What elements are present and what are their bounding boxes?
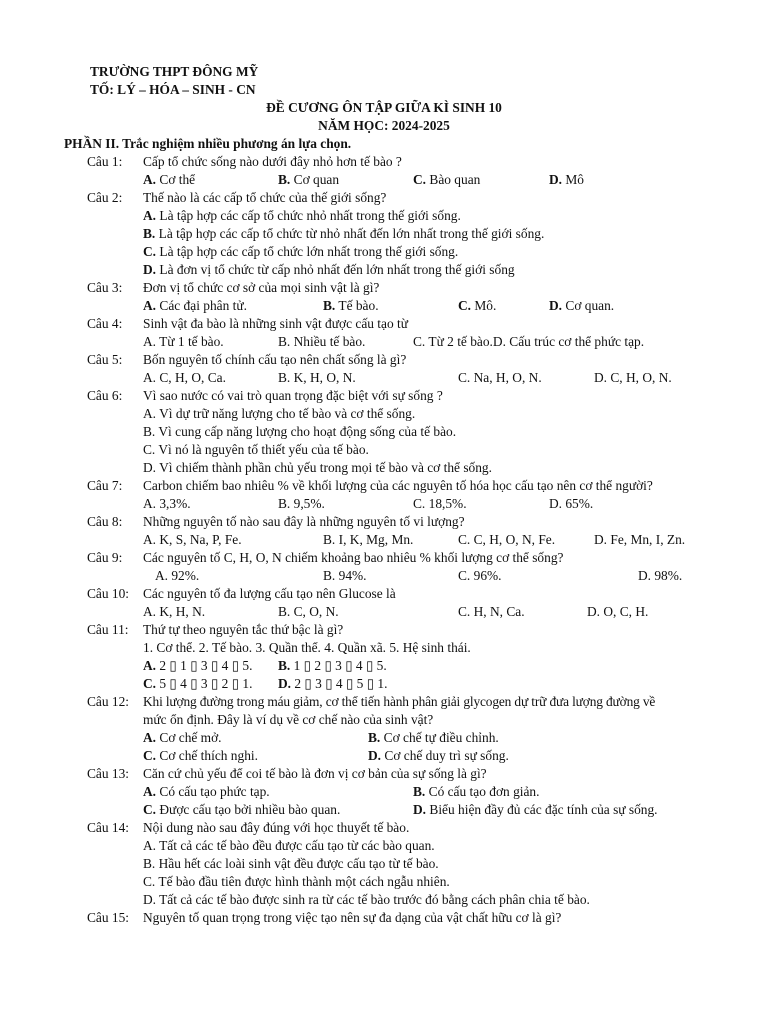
question-13-option-b: B. Có cấu tạo đơn giản. (413, 784, 540, 799)
question-3-option-b: B. Tế bào. (323, 298, 379, 313)
question-10-option-d: D. O, C, H. (587, 604, 649, 619)
document-title: ĐỀ CƯƠNG ÔN TẬP GIỮA KÌ SINH 10 (266, 100, 502, 115)
question-15-text: Nguyên tố quan trọng trong việc tạo nên sự đa dạng của vật chất hữu cơ là gì? (143, 910, 562, 925)
question-5-number: Câu 5: (87, 352, 123, 367)
question-3-text: Đơn vị tổ chức cơ sở của mọi sinh vật là gì? (143, 280, 380, 295)
question-14-option-c: C. Tế bào đầu tiên được hình thành một cách ngẫu nhiên. (143, 874, 450, 889)
question-14-text: Nội dung nào sau đây đúng với học thuyết tế bào. (143, 820, 410, 835)
question-2-option-a: A. Là tập hợp các cấp tổ chức nhỏ nhất trong thế giới sống. (143, 208, 461, 223)
question-14-option-a: A. Tất cả các tế bào đều được cấu tạo từ các bào quan. (143, 838, 435, 853)
question-2-option-c: C. Là tập hợp các cấp tổ chức lớn nhất trong thế giới sống. (143, 244, 459, 259)
question-13-option-d: D. Biểu hiện đầy đủ các đặc tính của sự sống. (413, 802, 658, 817)
question-12-option-d: D. Cơ chế duy trì sự sống. (368, 748, 509, 763)
question-11-text: Thứ tự theo nguyên tắc thứ bậc là gì? (143, 622, 344, 637)
question-8-number: Câu 8: (87, 514, 123, 529)
question-13-option-c: C. Được cấu tạo bởi nhiều bào quan. (143, 802, 341, 817)
question-4-text: Sinh vật đa bào là những sinh vật được cấu tạo từ (143, 316, 408, 331)
question-9-option-d: D. 98%. (638, 568, 683, 583)
question-1-option-d: D. Mô (549, 172, 584, 187)
question-7-option-c: C. 18,5%. (413, 496, 467, 511)
question-8-option-d: D. Fe, Mn, I, Zn. (594, 532, 686, 547)
question-5-option-b: B. K, H, O, N. (278, 370, 356, 385)
question-10-number: Câu 10: (87, 586, 130, 601)
question-6-option-b: B. Vì cung cấp năng lượng cho hoạt động sống của tế bào. (143, 424, 457, 439)
question-2-option-b: B. Là tập hợp các cấp tổ chức từ nhỏ nhất đến lớn nhất trong thế giới sống. (143, 226, 545, 241)
question-6-option-c: C. Vì nó là nguyên tố thiết yếu của tế bào. (143, 442, 369, 457)
question-6-text: Vì sao nước có vai trò quan trọng đặc biệt với sự sống ? (143, 388, 443, 403)
question-10-option-c: C. H, N, Ca. (458, 604, 525, 619)
question-7-option-d: D. 65%. (549, 496, 594, 511)
question-11-option-a: A. 2 ▯ 1 ▯ 3 ▯ 4 ▯ 5. (143, 658, 253, 673)
question-6-option-a: A. Vì dự trữ năng lượng cho tế bào và cơ thể sống. (143, 406, 416, 421)
school-name: TRƯỜNG THPT ĐÔNG MỸ (90, 64, 259, 79)
question-1-text: Cấp tổ chức sống nào dưới đây nhỏ hơn tế bào ? (143, 154, 402, 169)
question-8-option-a: A. K, S, Na, P, Fe. (143, 532, 242, 547)
question-10-text: Các nguyên tố đa lượng cấu tạo nên Glucose là (143, 586, 396, 601)
question-11-option-d: D. 2 ▯ 3 ▯ 4 ▯ 5 ▯ 1. (278, 676, 388, 691)
question-3-number: Câu 3: (87, 280, 123, 295)
question-7-option-a: A. 3,3%. (143, 496, 191, 511)
question-12-option-b: B. Cơ chế tự điều chỉnh. (368, 730, 499, 745)
question-7-number: Câu 7: (87, 478, 123, 493)
question-2-option-d: D. Là đơn vị tổ chức từ cấp nhỏ nhất đến lớn nhất trong thế giới sống (143, 262, 515, 277)
question-1-option-a: A. Cơ thể (143, 172, 196, 187)
question-12-text: Khi lượng đường trong máu giảm, cơ thể tiến hành phân giải glycogen dự trữ đưa lượng đường về (143, 694, 656, 709)
question-8-text: Những nguyên tố nào sau đây là những nguyên tố vi lượng? (143, 514, 465, 529)
question-6-option-d: D. Vì chiếm thành phần chủ yếu trong mọi tế bào và cơ thể sống. (143, 460, 492, 475)
question-9-text: Các nguyên tố C, H, O, N chiếm khoảng bao nhiêu % khối lượng cơ thể sống? (143, 550, 564, 565)
question-5-text: Bốn nguyên tố chính cấu tạo nên chất sống là gì? (143, 352, 407, 367)
question-7-text: Carbon chiếm bao nhiêu % về khối lượng của các nguyên tố hóa học cấu tạo nên cơ thể người? (143, 478, 653, 493)
question-13-option-a: A. Có cấu tạo phức tạp. (143, 784, 270, 799)
question-12-option-c: C. Cơ chế thích nghi. (143, 748, 258, 763)
question-10-option-b: B. C, O, N. (278, 604, 339, 619)
question-4-option-cd: C. Từ 2 tế bào.D. Cấu trúc cơ thể phức tạp. (413, 334, 645, 349)
question-2-number: Câu 2: (87, 190, 123, 205)
question-11-sub: 1. Cơ thể. 2. Tế bào. 3. Quần thể. 4. Quần xã. 5. Hệ sinh thái. (143, 640, 471, 655)
school-year: NĂM HỌC: 2024-2025 (318, 118, 450, 133)
question-15-number: Câu 15: (87, 910, 130, 925)
question-12-text-cont: mức ổn định. Đây là ví dụ về cơ chế nào của sinh vật? (143, 712, 434, 727)
question-1-number: Câu 1: (87, 154, 123, 169)
question-9-option-b: B. 94%. (323, 568, 367, 583)
department-name: TỐ: LÝ – HÓA – SINH - CN (90, 82, 256, 97)
question-3-option-c: C. Mô. (458, 298, 497, 313)
question-14-option-b: B. Hầu hết các loài sinh vật đều được cấu tạo từ tế bào. (143, 856, 439, 871)
question-13-text: Căn cứ chủ yếu để coi tế bào là đơn vị cơ bản của sự sống là gì? (143, 766, 487, 781)
question-11-option-c: C. 5 ▯ 4 ▯ 3 ▯ 2 ▯ 1. (143, 676, 253, 691)
question-8-option-b: B. I, K, Mg, Mn. (323, 532, 414, 547)
question-12-number: Câu 12: (87, 694, 130, 709)
question-9-option-a: A. 92%. (155, 568, 200, 583)
question-4-option-b: B. Nhiều tế bào. (278, 334, 366, 349)
question-4-option-a: A. Từ 1 tế bào. (143, 334, 224, 349)
question-4-number: Câu 4: (87, 316, 123, 331)
question-14-option-d: D. Tất cả các tế bào được sinh ra từ các tế bào trước đó bằng cách phân chia tế bào. (143, 892, 590, 907)
question-9-option-c: C. 96%. (458, 568, 502, 583)
question-14-number: Câu 14: (87, 820, 130, 835)
question-8-option-c: C. C, H, O, N, Fe. (458, 532, 556, 547)
question-6-number: Câu 6: (87, 388, 123, 403)
question-9-number: Câu 9: (87, 550, 123, 565)
question-2-text: Thế nào là các cấp tổ chức của thế giới sống? (143, 190, 387, 205)
part-title: PHẦN II. Trắc nghiệm nhiều phương án lựa chọn. (64, 136, 352, 151)
question-11-option-b: B. 1 ▯ 2 ▯ 3 ▯ 4 ▯ 5. (278, 658, 387, 673)
question-5-option-a: A. C, H, O, Ca. (143, 370, 226, 385)
question-13-number: Câu 13: (87, 766, 130, 781)
question-12-option-a: A. Cơ chế mở. (143, 730, 222, 745)
question-10-option-a: A. K, H, N. (143, 604, 206, 619)
question-5-option-c: C. Na, H, O, N. (458, 370, 542, 385)
question-7-option-b: B. 9,5%. (278, 496, 325, 511)
question-5-option-d: D. C, H, O, N. (594, 370, 672, 385)
question-3-option-a: A. Các đại phân tử. (143, 298, 247, 313)
question-3-option-d: D. Cơ quan. (549, 298, 615, 313)
question-1-option-c: C. Bào quan (413, 172, 481, 187)
question-1-option-b: B. Cơ quan (278, 172, 340, 187)
question-11-number: Câu 11: (87, 622, 129, 637)
